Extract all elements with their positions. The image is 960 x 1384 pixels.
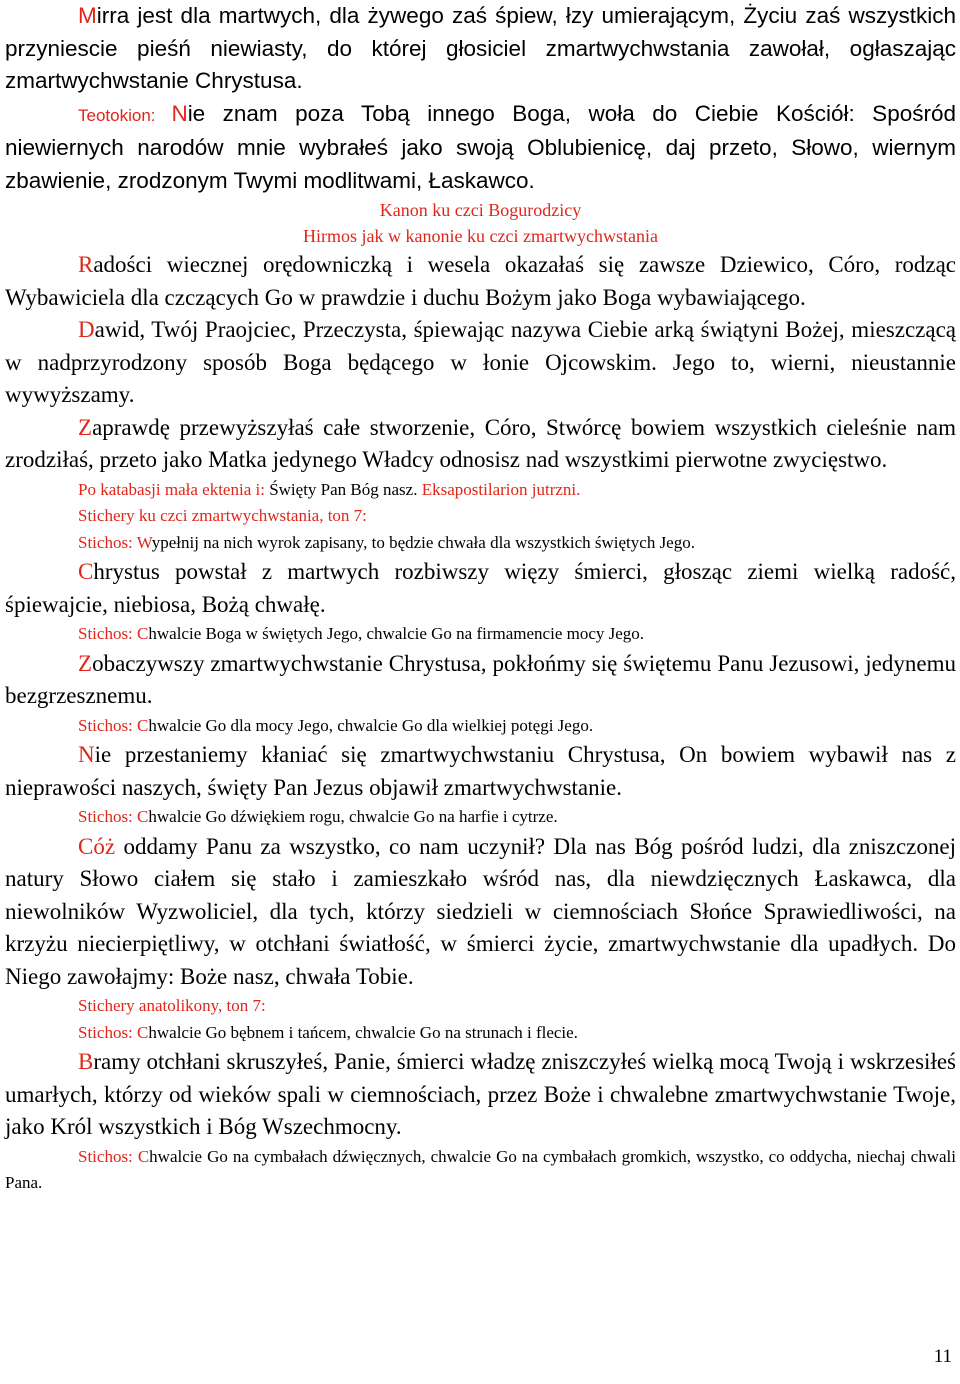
- page-number: 11: [933, 1346, 952, 1367]
- stichos-text: hwalcie Boga w świętych Jego, chwalcie Go na firmamencie mocy Jego.: [148, 624, 645, 643]
- stichos-text: hwalcie Go dla mocy Jego, chwalcie Go dla wielkiej potęgi Jego.: [148, 715, 594, 735]
- stichos-label: Stichos:: [78, 624, 138, 643]
- hymn-paragraph: [5, 249, 956, 314]
- section-heading: [5, 197, 956, 223]
- paragraph-text: hrystus powstał z martwych rozbiwszy więzy śmierci, głosząc ziemi wielką radość, śpiewajcie, niebiosa, Bożą chwałę.: [5, 559, 956, 617]
- initial-letter: C: [137, 715, 149, 735]
- initial-letter: Z: [78, 414, 93, 440]
- stichos-line: [5, 530, 956, 557]
- stichos-text: hwalcie Go bębnem i tańcem, chwalcie Go na strunach i flecie.: [148, 1022, 578, 1042]
- stichos-label: Stichos:: [78, 715, 138, 735]
- paragraph-text: oddamy Panu za wszystko, co nam uczynił? Dla nas Bóg pośród ludzi, dla zniszczonej natury Słowo ciałem się stało i zamieszkało wśród nas, dla niewdzięcznych Łaskawca, dla niewolników Wyzwoliciel, dla tych, którzy siedzieli w ciemnościach Słońce Sprawiedliwości, na krzyżu niecierpiętliwy, w otchłani światłość, w śmierci życie, zmartwychwstanie dla upadłych. Do Niego zawołajmy: Boże nasz, chwała Tobie.: [5, 833, 956, 989]
- paragraph-text: aprawdę przewyższyłaś całe stworzenie, Córo, Stwórcę bowiem wszystkich cieleśnie nam zrodziłaś, przeto jako Matka jedynego Władcy odnosisz nad wszystkimi pierwotne zwycięstwo.: [5, 414, 956, 472]
- initial-letter: C: [137, 807, 149, 826]
- paragraph-text: irra jest dla martwych, dla żywego zaś śpiew, łzy umierającym, Życiu zaś wszystkich przyniescie pieśń niewiasty, do której głosiciel zmartwychwstania zawołał, ogłaszając zmartwychwstanie Chrystusa.: [5, 3, 956, 93]
- stichos-text: hwalcie Go na cymbałach dźwięcznych, chwalcie Go na cymbałach gromkich, wszystko, co oddycha, niechaj chwali Pana.: [5, 1146, 956, 1192]
- paragraph-text: awid, Twój Praojciec, Przeczysta, śpiewając nazywa Ciebie arką świątyni Bożej, mieszczącą w nadprzyrodzony sposób Boga będącego w łonie Ojcowskim. Jego to, wierni, nieustannie wywyższamy.: [5, 317, 956, 407]
- initial-letter: W: [136, 532, 152, 552]
- stichos-label: Stichos:: [78, 1022, 138, 1042]
- rubric-line: [5, 993, 956, 1020]
- initial-letter: N: [78, 742, 95, 767]
- initial-letter: D: [78, 317, 95, 342]
- rubric-text: Stichery anatolikony, ton 7:: [78, 996, 266, 1015]
- stichos-line: [5, 1020, 956, 1047]
- teotokion-label: Teotokion:: [78, 105, 172, 125]
- paragraph-text: adości wiecznej orędowniczką i wesela okazałaś się zawsze Dziewico, Córo, rodząc Wybawiciela dla czczących Go w prawdzie i duchu Bożym jako Boga wybawiającego.: [5, 252, 956, 310]
- paragraph-text: ramy otchłani skruszyłeś, Panie, śmierci władzę zniszczyłeś wielką mocą Twoją i wskrzesiłeś umarłych, którzy od wieków spali w ciemnościach, przez Boże i chwalebne zmartwychwstanie Twoje, jako Król wszystkich i Bóg Wszechmocny.: [5, 1049, 956, 1139]
- hymn-paragraph: [5, 0, 956, 98]
- stichos-label: Stichos:: [78, 807, 138, 826]
- initial-letter: C: [78, 559, 94, 584]
- rubric-line: [5, 503, 956, 530]
- stichos-line: [5, 1144, 956, 1197]
- stichos-label: Stichos:: [78, 532, 137, 552]
- rubric-line: [5, 477, 956, 504]
- initial-letter: C: [137, 1146, 150, 1166]
- initial-letter: Cóż: [78, 833, 116, 859]
- initial-letter: Z: [78, 650, 93, 676]
- hymn-paragraph: [5, 739, 956, 804]
- stichos-line: [5, 804, 956, 831]
- stichos-line: [5, 621, 956, 648]
- initial-letter: N: [171, 100, 188, 126]
- stichos-label: Stichos:: [78, 1146, 138, 1166]
- stichos-text: ypełnij na nich wyrok zapisany, to będzie chwała dla wszystkich świętych Jego.: [151, 532, 695, 552]
- hymn-paragraph: [5, 1046, 956, 1144]
- initial-letter: C: [137, 1022, 149, 1042]
- hymn-paragraph: [5, 412, 956, 477]
- rubric-text: Stichery ku czci zmartwychwstania, ton 7:: [78, 506, 367, 525]
- hymn-paragraph: [5, 314, 956, 412]
- paragraph-text: ie znam poza Tobą innego Boga, woła do Ciebie Kościół: Spośród niewiernych narodów mnie wybrałeś jako swoją Oblubienicę, daj przeto, Słowo, wiernym zbawienie, zrodzonym Twymi modlitwami, Łaskawco.: [5, 100, 956, 193]
- hymn-paragraph: [5, 98, 956, 198]
- hymn-paragraph: [5, 831, 956, 994]
- initial-letter: M: [78, 3, 97, 28]
- section-heading: [5, 223, 956, 249]
- initial-letter: B: [78, 1049, 94, 1074]
- hymn-paragraph: [5, 648, 956, 713]
- paragraph-text: ie przestaniemy kłaniać się zmartwychwstaniu Chrystusa, On bowiem wybawił nas z nieprawości naszych, święty Pan Jezus objawił zmartwychwstanie.: [5, 742, 956, 800]
- paragraph-text: obaczywszy zmartwychwstanie Chrystusa, pokłońmy się świętemu Panu Jezusowi, jedynemu bezgrzesznemu.: [5, 650, 956, 708]
- stichos-text: hwalcie Go dźwiękiem rogu, chwalcie Go na harfie i cytrze.: [148, 807, 558, 826]
- initial-letter: R: [78, 252, 94, 277]
- rubric-inline-text: Święty Pan Bóg nasz.: [269, 479, 422, 499]
- hymn-paragraph: [5, 556, 956, 621]
- document-body: [5, 0, 956, 1197]
- rubric-text: Po katabasji mała ektenia i:: [78, 479, 270, 499]
- heading-text: Hirmos jak w kanonie ku czci zmartwychwstania: [303, 226, 658, 246]
- stichos-line: [5, 713, 956, 740]
- heading-text: Kanon ku czci Bogurodzicy: [379, 200, 582, 220]
- initial-letter: C: [137, 624, 149, 643]
- rubric-text: Eksapostilarion jutrzni.: [421, 479, 581, 499]
